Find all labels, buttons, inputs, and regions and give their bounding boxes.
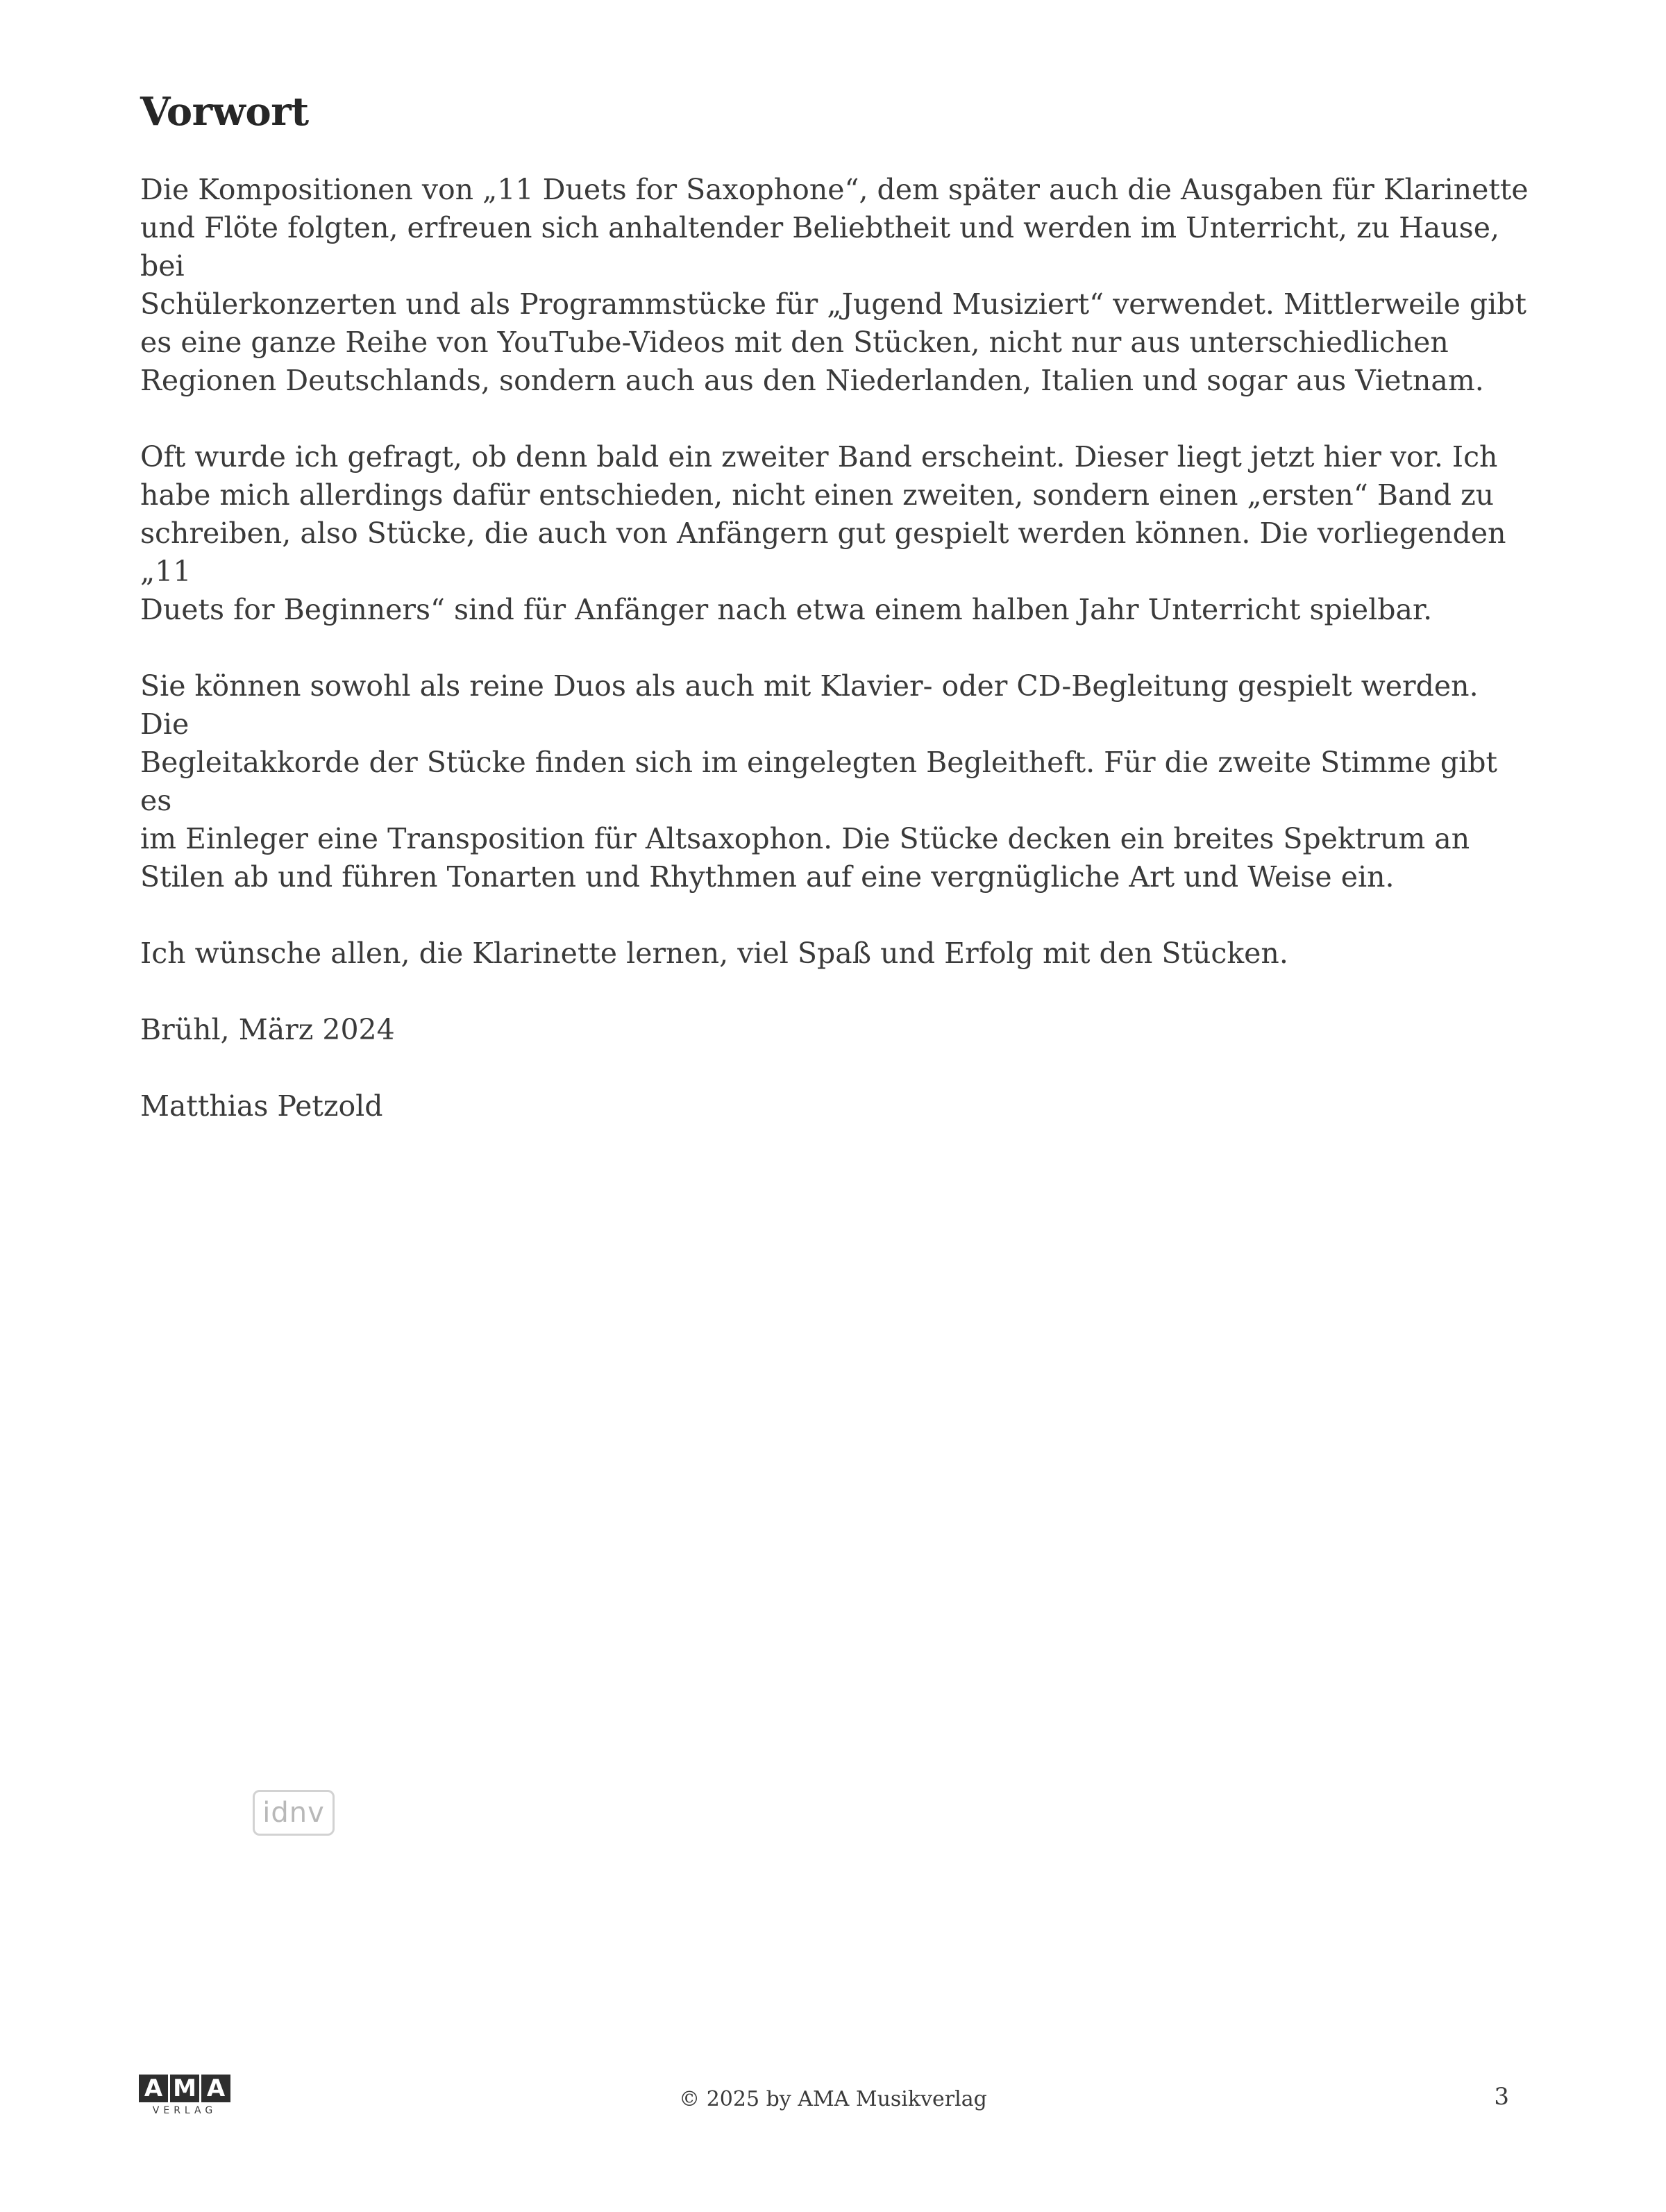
paragraph-2: Oft wurde ich gefragt, ob denn bald ein zweiter Band erscheint. Dieser liegt jetzt hier vor. Ich habe mich allerdings dafür entschieden, nicht einen zweiten, sondern einen „ersten“ Band zu schreiben, also Stücke, die auch von Anfängern gut gespielt werden können. Die vorliegenden „11 Duets for Beginners“ sind für Anfänger nach etwa einem halben Jahr Unterricht spielbar. <box>140 440 1506 626</box>
idnv-stamp: idnv <box>253 1790 335 1836</box>
signature-block <box>140 1011 1529 1125</box>
logo-subtitle: VERLAG <box>152 2105 217 2116</box>
page-title: Vorwort <box>140 89 309 135</box>
place-date: Brühl, März 2024 <box>140 1013 395 1046</box>
paragraph-3: Sie können sowohl als reine Duos als auch mit Klavier- oder CD-Begleitung gespielt werden. Die Begleitakkorde der Stücke finden sich im eingelegten Begleitheft. Für die zweite Stimme gibt es im Einleger eine Transposition für Altsaxophon. Die Stücke decken ein breites Spektrum an Stilen ab und führen Tonarten und Rhythmen auf eine vergnügliche Art und Weise ein. <box>140 669 1497 894</box>
logo-letter-a-2: A <box>201 2075 230 2102</box>
paragraph-1: Die Kompositionen von „11 Duets for Saxophone“, dem später auch die Ausgaben für Klarinette und Flöte folgten, erfreuen sich anhaltender Beliebtheit und werden im Unterricht, zu Hause, bei Schülerkonzerten und als Programmstücke für „Jugend Musiziert“ verwendet. Mittlerweile gibt es eine ganze Reihe von YouTube-Videos mit den Stücken, nicht nur aus unterschiedlichen Regionen Deutschlands, sondern auch aus den Niederlanden, Italien und sogar aus Vietnam. <box>140 173 1529 397</box>
page-number: 3 <box>1494 2083 1509 2111</box>
preface-body <box>140 171 1529 1164</box>
logo-letter-m: M <box>170 2075 199 2102</box>
logo-letter-a: A <box>139 2075 168 2102</box>
copyright-notice: © 2025 by AMA Musikverlag <box>679 2087 987 2111</box>
author-name: Matthias Petzold <box>140 1089 383 1123</box>
paragraph-4: Ich wünsche allen, die Klarinette lernen, viel Spaß und Erfolg mit den Stücken. <box>140 937 1288 970</box>
